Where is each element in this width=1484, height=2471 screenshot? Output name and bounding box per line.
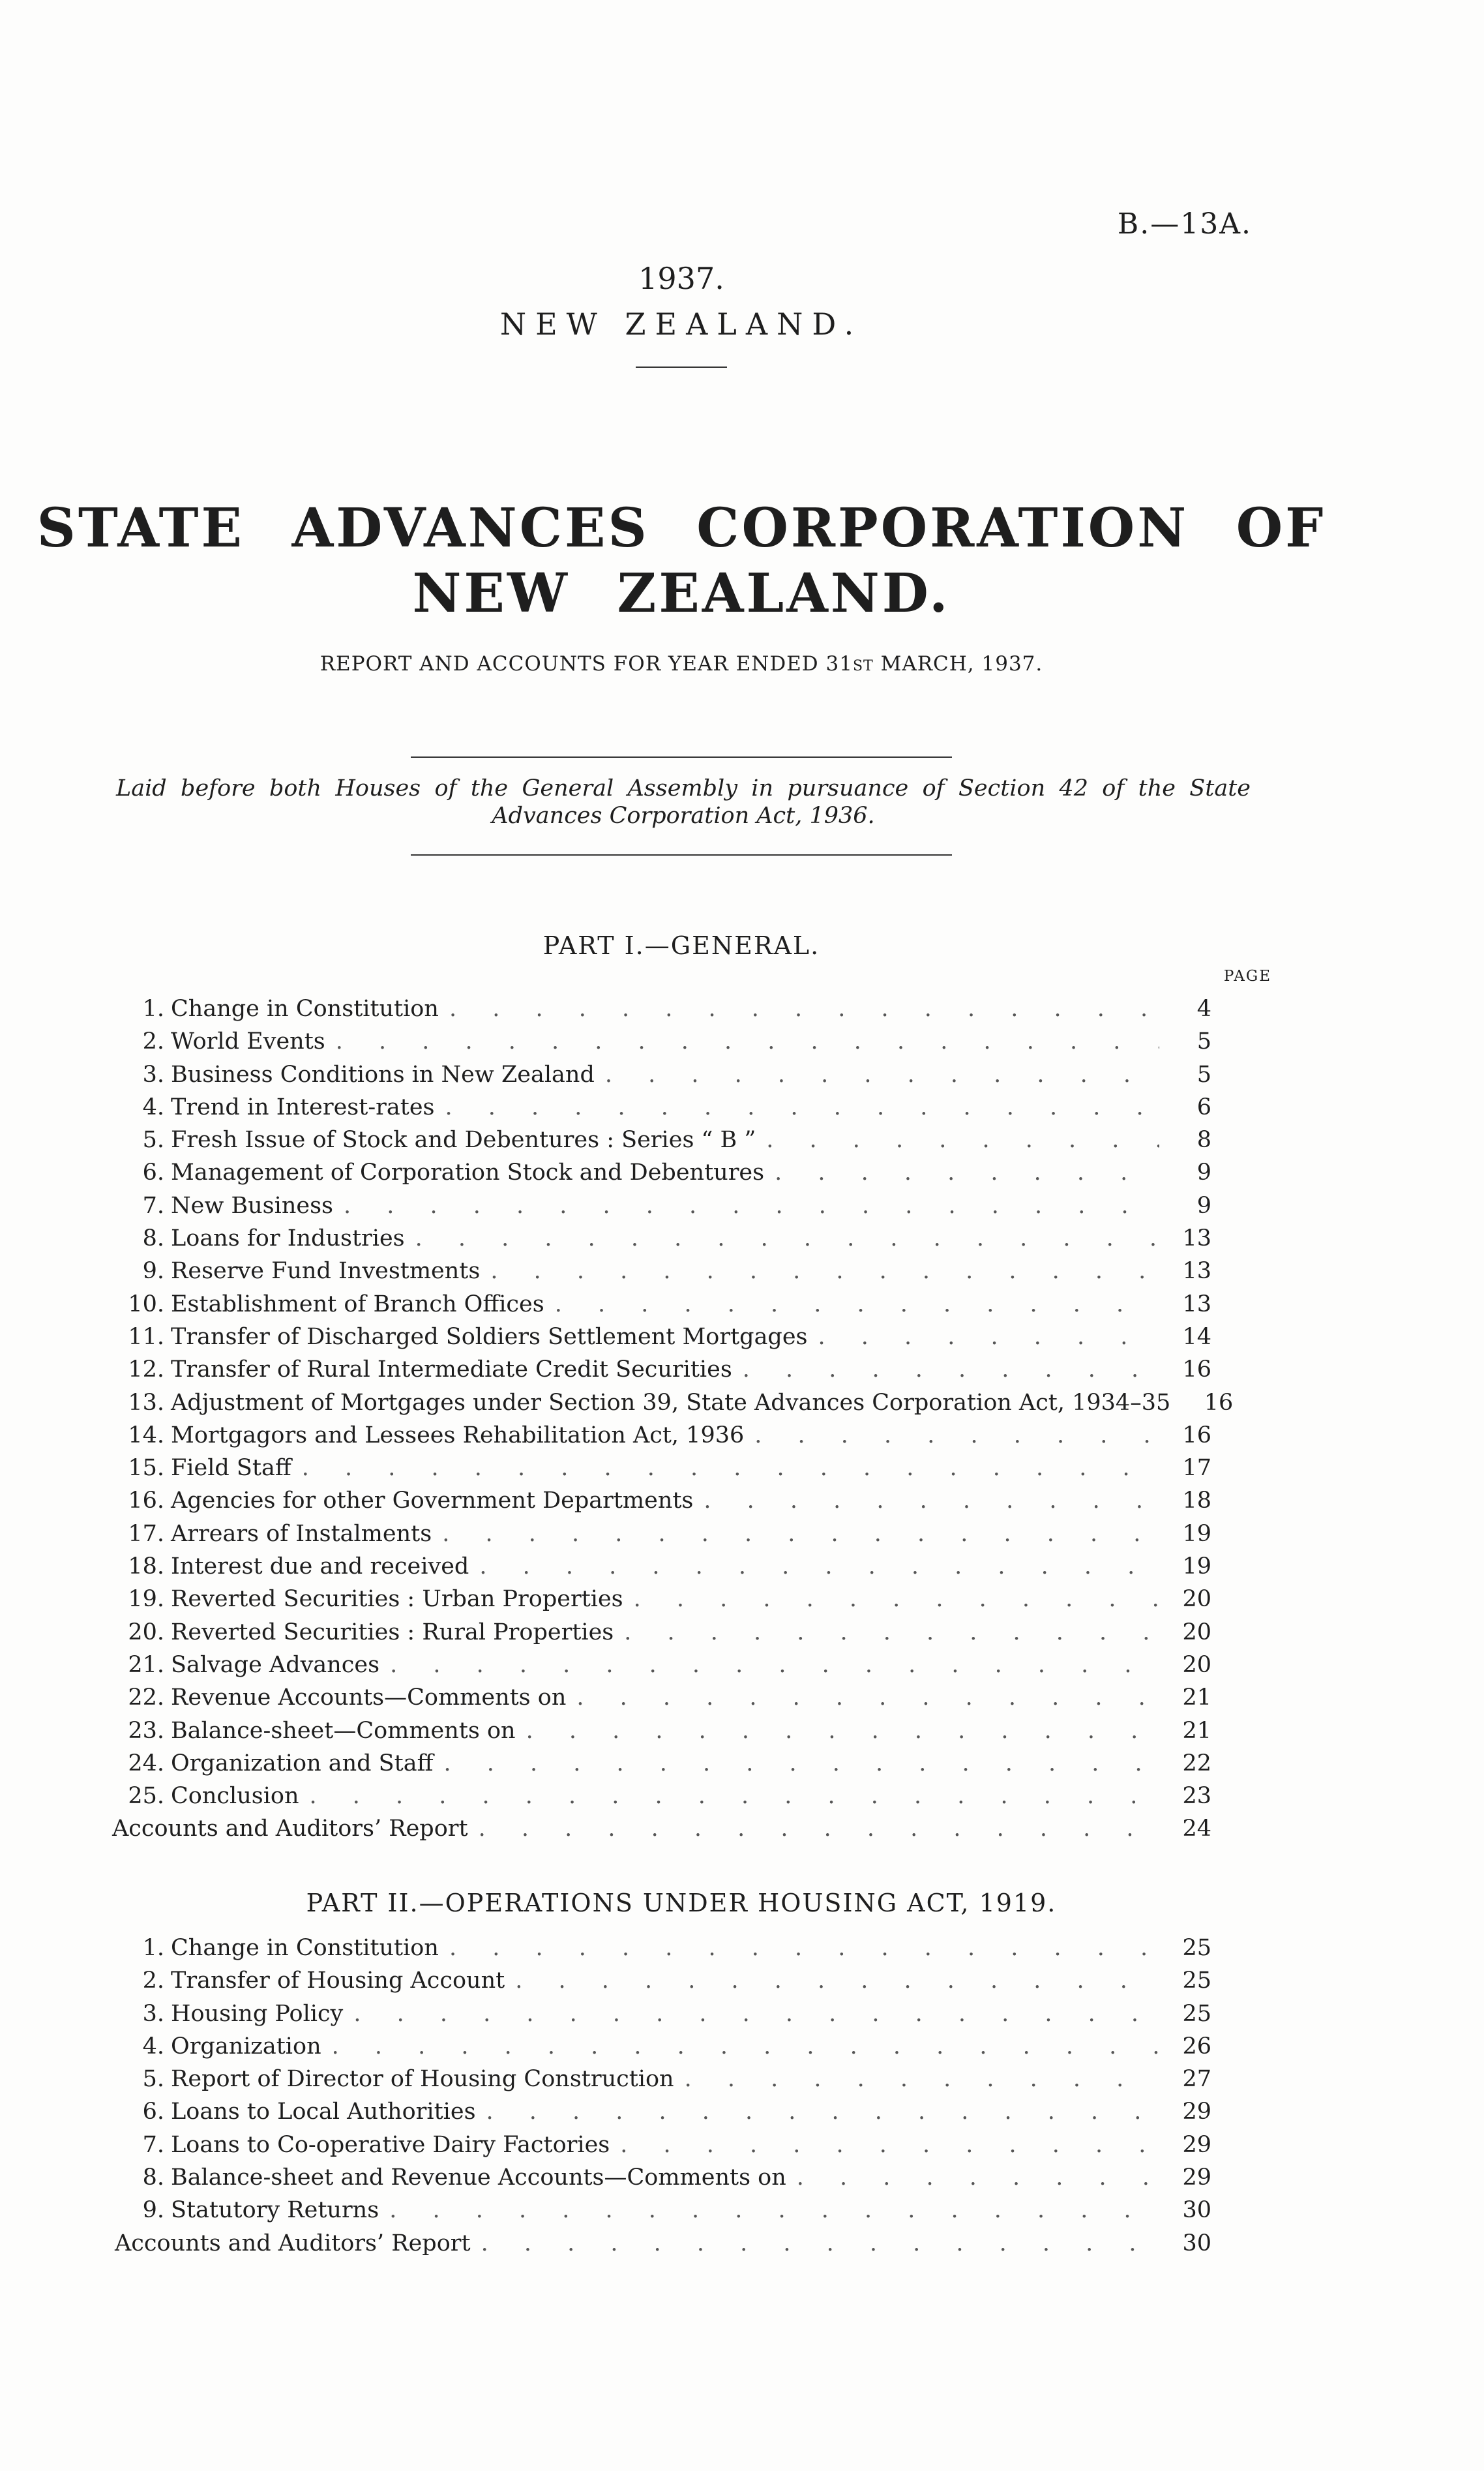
- toc-entry-page: 18: [1182, 1488, 1211, 1514]
- toc-entry-title: Report of Director of Housing Construction: [171, 2066, 674, 2093]
- toc-entry-page: 5: [1196, 1061, 1211, 1088]
- toc-entry-title: Business Conditions in New Zealand: [171, 1061, 595, 1088]
- toc-entry: [110, 1288, 1211, 1321]
- toc-entry: [110, 1812, 1211, 1845]
- toc-entry-number: 2.: [142, 1028, 164, 1055]
- toc-leader-dots: [379, 1649, 1159, 1681]
- toc-entry-page: 8: [1196, 1127, 1211, 1154]
- toc-leader-dots: [469, 1550, 1159, 1583]
- toc-entry-page: 24: [1182, 1816, 1211, 1842]
- toc-entry-number: 10.: [128, 1291, 164, 1317]
- toc-leader-dots: [505, 1964, 1159, 1997]
- toc-entry-page: 25: [1182, 1968, 1211, 1994]
- toc-entry-title: Accounts and Auditors’ Report: [115, 2230, 471, 2256]
- toc-leader-dots: [476, 2095, 1159, 2128]
- toc-leader-dots: [595, 1058, 1159, 1091]
- toc-entry-number: 8.: [142, 1225, 164, 1252]
- toc-entry-page: 25: [1182, 2000, 1211, 2027]
- toc-leader-dots: [405, 1222, 1159, 1255]
- toc-leader-dots: [435, 1091, 1160, 1124]
- part-2-heading: PART II.—OPERATIONS UNDER HOUSING ACT, 1919.: [306, 1889, 1057, 1917]
- toc-leader-dots: [325, 1025, 1159, 1058]
- toc-leader-dots: [433, 1747, 1159, 1780]
- toc-entry-page: 9: [1196, 1160, 1211, 1186]
- part-2-contents: [110, 1932, 1211, 2260]
- toc-entry-page: 29: [1182, 2164, 1211, 2191]
- toc-entry-number: 4.: [142, 2033, 164, 2059]
- toc-entry-number: 8.: [142, 2164, 164, 2191]
- toc-entry-page: 16: [1182, 1356, 1211, 1383]
- title-line-1: STATE ADVANCES CORPORATION OF: [37, 497, 1326, 560]
- report-subtitle: [0, 652, 1363, 676]
- toc-entry-page: 20: [1182, 1586, 1211, 1613]
- toc-entry-title: Housing Policy: [171, 2000, 344, 2027]
- part-1-heading: PART I.—GENERAL.: [542, 931, 820, 960]
- toc-leader-dots: [764, 1156, 1159, 1189]
- toc-entry-number: 3.: [142, 2000, 164, 2027]
- toc-entry-page: 20: [1182, 1651, 1211, 1678]
- toc-entry: [110, 1091, 1211, 1124]
- toc-leader-dots: [432, 1518, 1159, 1550]
- toc-entry: [110, 1222, 1211, 1255]
- toc-entry-title: Loans to Local Authorities: [171, 2099, 476, 2125]
- toc-entry-page: 19: [1182, 1553, 1211, 1580]
- toc-entry-number: 5.: [142, 1127, 164, 1154]
- toc-leader-dots: [1170, 1386, 1181, 1419]
- toc-entry-number: 20.: [128, 1619, 164, 1645]
- toc-entry-title: Revenue Accounts—Comments on: [171, 1685, 567, 1711]
- toc-entry-page: 27: [1182, 2066, 1211, 2093]
- toc-leader-dots: [610, 2129, 1159, 2161]
- toc-leader-dots: [614, 1616, 1159, 1649]
- toc-entry-page: 29: [1182, 2131, 1211, 2158]
- toc-leader-dots: [744, 1419, 1159, 1452]
- header-rule: [636, 367, 727, 368]
- toc-entry-number: 6.: [142, 1160, 164, 1186]
- toc-entry: [110, 1190, 1211, 1222]
- toc-leader-dots: [756, 1124, 1159, 1156]
- toc-entry-title: Adjustment of Mortgages under Section 39, State Advances Corporation Act, 1934–35: [171, 1389, 1171, 1416]
- toc-entry-title: Interest due and received: [171, 1553, 469, 1580]
- toc-entry-title: Reverted Securities : Urban Properties: [171, 1586, 623, 1613]
- toc-entry-page: 13: [1182, 1291, 1211, 1317]
- toc-entry-title: Agencies for other Government Departments: [171, 1488, 694, 1514]
- toc-entry: [110, 1780, 1211, 1812]
- toc-entry-number: 13.: [128, 1389, 164, 1416]
- toc-entry-title: Reverted Securities : Rural Properties: [171, 1619, 614, 1645]
- toc-entry: [110, 1255, 1211, 1287]
- document-reference: B.—13A.: [1117, 207, 1252, 241]
- toc-entry-number: 12.: [128, 1356, 164, 1383]
- toc-entry-page: 25: [1182, 1935, 1211, 1961]
- toc-entry-number: 15.: [128, 1455, 164, 1482]
- toc-entry-number: 24.: [128, 1750, 164, 1776]
- toc-entry-number: 25.: [128, 1783, 164, 1810]
- toc-entry-title: Balance-sheet and Revenue Accounts—Comments on: [171, 2164, 786, 2191]
- laid-before-statement: Laid before both Houses of the General Assembly in pursuance of Section 42 of the State Advances Corporation Act, 1936.: [116, 775, 1251, 829]
- toc-leader-dots: [321, 2030, 1159, 2063]
- toc-entry: [110, 1484, 1211, 1517]
- toc-entry-page: 16: [1204, 1389, 1234, 1416]
- toc-entry-number: 23.: [128, 1717, 164, 1744]
- subtitle-ordinal: ST: [852, 658, 874, 674]
- toc-entry-page: 21: [1182, 1717, 1211, 1744]
- toc-entry-title: Transfer of Rural Intermediate Credit Securities: [171, 1356, 732, 1383]
- toc-entry: [110, 1452, 1211, 1484]
- toc-entry-title: Loans for Industries: [171, 1225, 405, 1252]
- toc-entry: [110, 1124, 1211, 1156]
- toc-entry-title: World Events: [171, 1028, 325, 1055]
- toc-entry-number: 21.: [128, 1651, 164, 1678]
- toc-entry: [110, 1550, 1211, 1583]
- toc-entry-number: 11.: [128, 1323, 164, 1350]
- toc-entry: [110, 1998, 1211, 2030]
- toc-entry-page: 21: [1182, 1685, 1211, 1711]
- toc-entry: [110, 1583, 1211, 1615]
- toc-leader-dots: [808, 1321, 1159, 1353]
- toc-entry-title: Change in Constitution: [171, 996, 439, 1022]
- toc-leader-dots: [379, 2194, 1159, 2226]
- toc-entry: [110, 1616, 1211, 1649]
- toc-entry: [110, 1518, 1211, 1550]
- toc-entry-title: Organization and Staff: [171, 1750, 434, 1776]
- toc-leader-dots: [299, 1780, 1160, 1812]
- toc-entry-number: 16.: [128, 1488, 164, 1514]
- toc-entry-title: Transfer of Discharged Soldiers Settlement Mortgages: [171, 1323, 808, 1350]
- toc-entry: [110, 2063, 1211, 2095]
- toc-entry-number: 2.: [142, 1968, 164, 1994]
- toc-leader-dots: [343, 1998, 1159, 2030]
- toc-entry-title: Organization: [171, 2033, 321, 2059]
- toc-entry-title: Trend in Interest-rates: [171, 1094, 435, 1120]
- toc-entry-title: Arrears of Instalments: [171, 1520, 432, 1547]
- toc-entry-page: 14: [1182, 1323, 1211, 1350]
- toc-entry-title: Management of Corporation Stock and Debentures: [171, 1160, 765, 1186]
- toc-entry: [110, 1025, 1211, 1058]
- document-country: NEW ZEALAND.: [499, 307, 863, 342]
- toc-leader-dots: [333, 1190, 1159, 1222]
- toc-entry-number: 3.: [142, 1061, 164, 1088]
- toc-entry-title: Mortgagors and Lessees Rehabilitation Act, 1936: [171, 1422, 745, 1448]
- toc-entry: [110, 1649, 1211, 1681]
- subtitle-date: MARCH, 1937.: [873, 652, 1043, 676]
- toc-entry-page: 6: [1196, 1094, 1211, 1120]
- toc-leader-dots: [439, 993, 1159, 1025]
- toc-leader-dots: [439, 1932, 1159, 1964]
- toc-entry: [110, 1419, 1211, 1452]
- toc-leader-dots: [674, 2063, 1159, 2095]
- toc-entry-number: 7.: [142, 1192, 164, 1219]
- toc-entry-page: 23: [1182, 1783, 1211, 1810]
- document-year: 1937.: [638, 261, 724, 296]
- toc-entry: [110, 1932, 1211, 1964]
- toc-leader-dots: [544, 1288, 1159, 1321]
- toc-entry: [110, 1715, 1211, 1747]
- toc-entry-page: 30: [1182, 2230, 1211, 2256]
- toc-leader-dots: [786, 2161, 1159, 2194]
- toc-leader-dots: [623, 1583, 1159, 1615]
- toc-entry-number: 5.: [142, 2066, 164, 2093]
- toc-entry-number: 4.: [142, 1094, 164, 1120]
- toc-entry-title: Change in Constitution: [171, 1935, 439, 1961]
- toc-entry-title: Fresh Issue of Stock and Debentures : Series “ B ”: [171, 1127, 756, 1154]
- toc-entry-title: Establishment of Branch Offices: [171, 1291, 544, 1317]
- toc-entry: [110, 1964, 1211, 1997]
- toc-entry-page: 13: [1182, 1258, 1211, 1285]
- toc-entry: [110, 2030, 1211, 2063]
- toc-entry-number: 22.: [128, 1685, 164, 1711]
- rule-below-laid: [411, 854, 952, 856]
- toc-entry-title: Conclusion: [171, 1783, 299, 1810]
- toc-entry-page: 19: [1182, 1520, 1211, 1547]
- title-line-2: NEW ZEALAND.: [412, 562, 951, 625]
- toc-leader-dots: [693, 1484, 1159, 1517]
- toc-entry-number: 17.: [128, 1520, 164, 1547]
- toc-entry: [110, 2129, 1211, 2161]
- toc-entry-title: Loans to Co-operative Dairy Factories: [171, 2131, 610, 2158]
- toc-entry-page: 30: [1182, 2197, 1211, 2224]
- toc-entry-page: 26: [1182, 2033, 1211, 2059]
- toc-entry-number: 9.: [142, 1258, 164, 1285]
- page-column-label: PAGE: [1223, 968, 1271, 985]
- toc-entry-page: 17: [1182, 1455, 1211, 1482]
- toc-leader-dots: [732, 1353, 1159, 1386]
- toc-entry-page: 13: [1182, 1225, 1211, 1252]
- toc-entry-number: 1.: [142, 1935, 164, 1961]
- toc-entry: [110, 2227, 1211, 2260]
- toc-entry: [110, 1386, 1234, 1419]
- toc-entry-page: 29: [1182, 2099, 1211, 2125]
- toc-entry-page: 22: [1182, 1750, 1211, 1776]
- toc-entry: [110, 1747, 1211, 1780]
- toc-entry: [110, 1058, 1211, 1091]
- toc-entry: [110, 1681, 1211, 1714]
- toc-entry-title: Accounts and Auditors’ Report: [112, 1816, 468, 1842]
- part-1-contents: [110, 993, 1234, 1846]
- toc-leader-dots: [468, 1812, 1159, 1845]
- toc-entry: [110, 1321, 1211, 1353]
- toc-entry-title: Reserve Fund Investments: [171, 1258, 481, 1285]
- toc-entry-title: Balance-sheet—Comments on: [171, 1717, 516, 1744]
- subtitle-main: REPORT AND ACCOUNTS FOR YEAR ENDED 31: [319, 652, 853, 676]
- toc-entry-number: 6.: [142, 2099, 164, 2125]
- toc-entry: [110, 993, 1211, 1025]
- toc-entry-page: 20: [1182, 1619, 1211, 1645]
- toc-entry-page: 9: [1196, 1192, 1211, 1219]
- toc-entry-number: 7.: [142, 2131, 164, 2158]
- toc-entry-number: 19.: [128, 1586, 164, 1613]
- toc-entry-title: Statutory Returns: [171, 2197, 379, 2224]
- toc-entry-title: Transfer of Housing Account: [171, 1968, 505, 1994]
- toc-entry-page: 16: [1182, 1422, 1211, 1448]
- rule-above-laid: [411, 756, 952, 758]
- toc-entry-title: New Business: [171, 1192, 334, 1219]
- toc-entry-number: 9.: [142, 2197, 164, 2224]
- toc-entry: [110, 1353, 1211, 1386]
- toc-entry-page: 4: [1196, 996, 1211, 1022]
- toc-entry-title: Field Staff: [171, 1455, 291, 1482]
- toc-entry-number: 14.: [128, 1422, 164, 1448]
- toc-entry: [110, 2161, 1211, 2194]
- toc-entry: [110, 2194, 1211, 2226]
- toc-leader-dots: [516, 1715, 1159, 1747]
- toc-leader-dots: [471, 2227, 1159, 2260]
- toc-leader-dots: [566, 1681, 1159, 1714]
- toc-leader-dots: [480, 1255, 1159, 1287]
- toc-entry: [110, 1156, 1211, 1189]
- toc-entry-number: 18.: [128, 1553, 164, 1580]
- toc-entry-number: 1.: [142, 996, 164, 1022]
- toc-entry-title: Salvage Advances: [171, 1651, 380, 1678]
- toc-leader-dots: [291, 1452, 1159, 1484]
- toc-entry: [110, 2095, 1211, 2128]
- toc-entry-page: 5: [1196, 1028, 1211, 1055]
